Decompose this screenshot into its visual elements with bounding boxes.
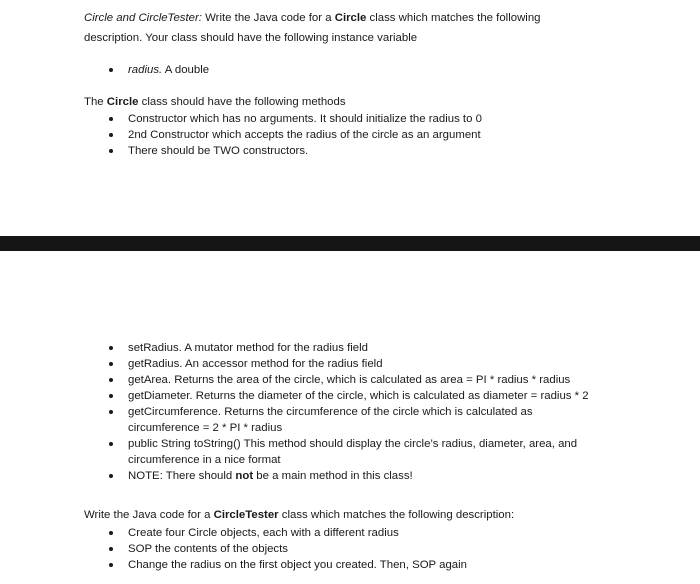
tostring-line-1: public String toString() This method should display the circle’s radius, diameter, area, and [128, 438, 578, 450]
list-item [109, 541, 467, 557]
constructor-item: 2nd Constructor which accepts the radius of the circle as an argument [128, 129, 481, 141]
list-item [109, 143, 482, 159]
intro-text-b: class which matches the following [366, 12, 541, 24]
intro-title: Circle and CircleTester: [84, 12, 202, 24]
list-item [109, 340, 589, 356]
page-top [0, 0, 700, 236]
methods-list [109, 340, 589, 484]
variable-list [109, 62, 209, 78]
bullet-icon [109, 442, 113, 446]
bullet-icon [109, 394, 113, 398]
intro-bold-circle: Circle [334, 12, 367, 24]
intro-line-2: description. Your class should have the following instance variable [84, 32, 418, 44]
tester-item: Change the radius on the first object you created. Then, SOP again [128, 559, 467, 571]
tester-intro [84, 507, 514, 523]
bullet-icon [109, 133, 113, 137]
page-bottom [0, 251, 700, 584]
constructor-item: Constructor which has no arguments. It should initialize the radius to 0 [128, 113, 482, 125]
list-item [109, 356, 589, 372]
list-item [109, 436, 589, 468]
bullet-icon [109, 531, 113, 535]
tester-intro-bold: CircleTester [213, 509, 279, 521]
methods-intro-post: class should have the following methods [138, 96, 346, 108]
variable-desc: A double [162, 64, 210, 76]
note-post: be a main method in this class! [253, 470, 413, 482]
methods-intro [84, 94, 346, 110]
tester-item: SOP the contents of the objects [128, 543, 288, 555]
method-item: getRadius. An accessor method for the radius field [128, 358, 383, 370]
list-item [109, 404, 589, 436]
note-bold: not [235, 470, 254, 482]
bullet-icon [109, 474, 113, 478]
intro-line-1 [84, 10, 541, 26]
list-item [109, 372, 589, 388]
method-item: getArea. Returns the area of the circle, which is calculated as area = PI * radius * radius [128, 374, 571, 386]
bullet-icon [109, 149, 113, 153]
bullet-icon [109, 117, 113, 121]
tester-item: Create four Circle objects, each with a different radius [128, 527, 399, 539]
list-item [109, 127, 482, 143]
note-pre: NOTE: There should [128, 470, 236, 482]
circumference-line-2: circumference = 2 * PI * radius [128, 422, 283, 434]
methods-intro-bold: Circle [106, 96, 139, 108]
tester-list [109, 525, 467, 573]
list-item [109, 388, 589, 404]
list-item [109, 111, 482, 127]
list-item [109, 468, 589, 484]
circumference-line-1: getCircumference. Returns the circumference of the circle which is calculated as [128, 406, 533, 418]
list-item [109, 557, 467, 573]
bullet-icon [109, 563, 113, 567]
list-item [109, 62, 209, 78]
bullet-icon [109, 378, 113, 382]
bullet-icon [109, 362, 113, 366]
intro-text-a: Write the Java code for a [201, 12, 335, 24]
bullet-icon [109, 346, 113, 350]
method-item: getDiameter. Returns the diameter of the circle, which is calculated as diameter = radius * 2 [128, 390, 589, 402]
tester-intro-pre: Write the Java code for a [84, 509, 214, 521]
list-item [109, 525, 467, 541]
page-divider [0, 236, 700, 251]
variable-name: radius. [128, 64, 163, 76]
constructor-list [109, 111, 482, 159]
methods-intro-pre: The [84, 96, 107, 108]
bullet-icon [109, 68, 113, 72]
tester-intro-post: class which matches the following description: [278, 509, 515, 521]
tostring-line-2: circumference in a nice format [128, 454, 281, 466]
bullet-icon [109, 547, 113, 551]
bullet-icon [109, 410, 113, 414]
method-item: setRadius. A mutator method for the radius field [128, 342, 368, 354]
constructor-item: There should be TWO constructors. [128, 145, 309, 157]
